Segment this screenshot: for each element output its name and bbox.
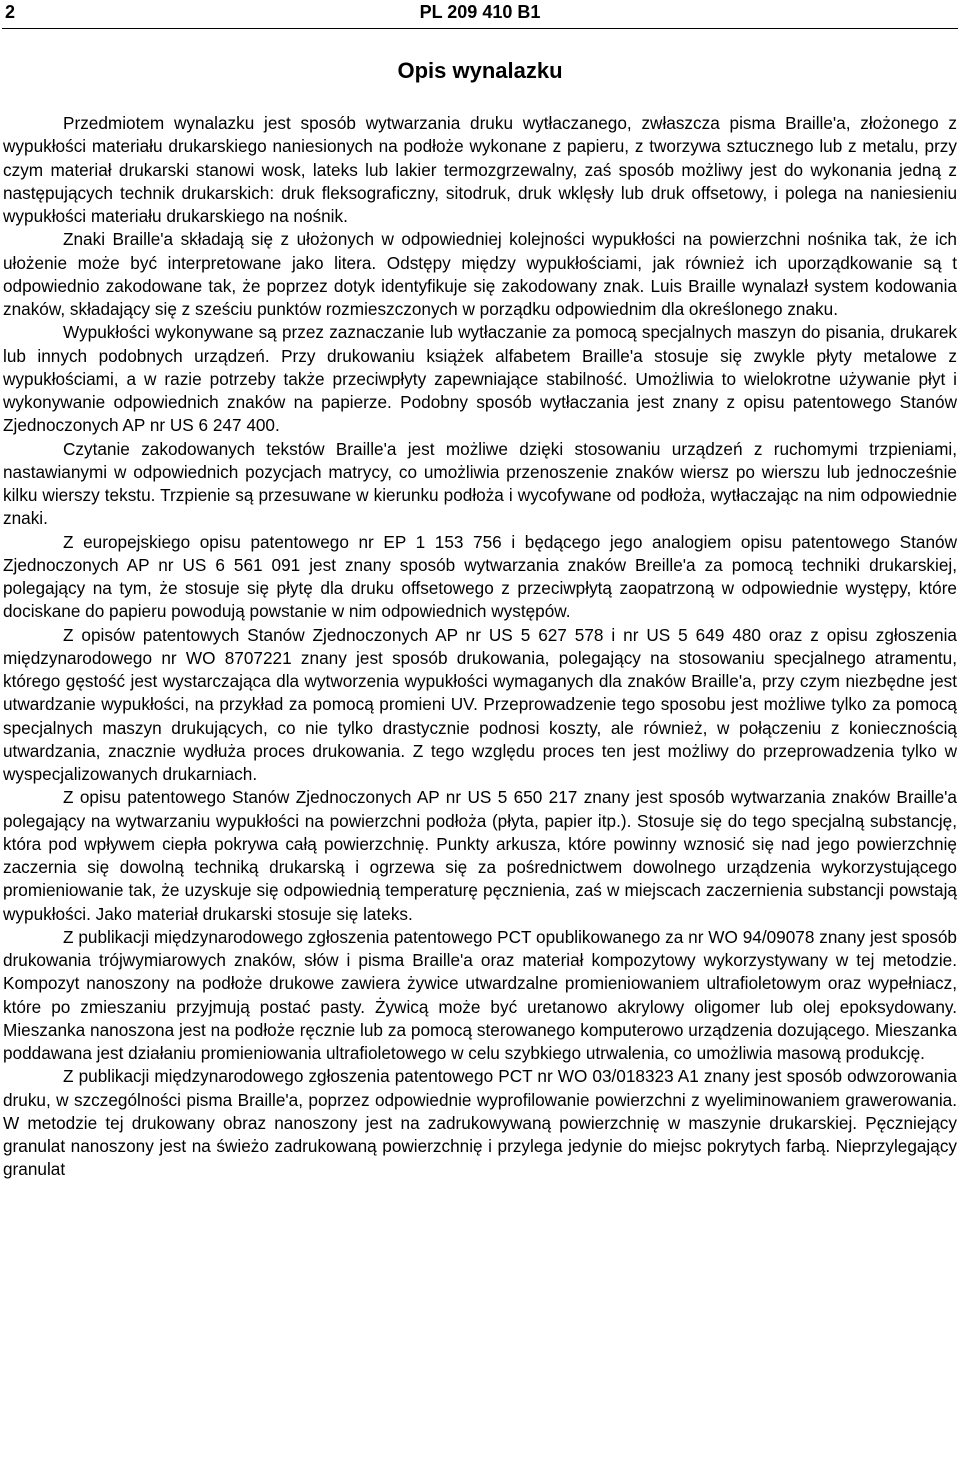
page-number: 2	[5, 2, 16, 22]
paragraph: Z opisu patentowego Stanów Zjednoczonych AP nr US 5 650 217 znany jest sposób wytwarzania znaków Braille'a polegający na wytwarzaniu wypukłości na powierzchni podłoża (płyta, papier itp.). Stosuje się do tego specjalną substancję, która pod wpływem ciepła pokrywa całą powierzchnię. Punkty arkusza, które powinny wznosić się nad jego powierzchnię zaczernia się dowolną techniką drukarską i ogrzewa się za pośrednictwem dowolnego urządzenia wykorzystującego promieniowanie tak, że uzyskuje się odpowiednią temperaturę pęcznienia, zaś w miejscach zaczernienia substancji powstają wypukłości. Jako materiał drukarski stosuje się lateks.	[3, 787, 957, 924]
paragraph: Z europejskiego opisu patentowego nr EP 1 153 756 i będącego jego analogiem opisu patentowego Stanów Zjednoczonych AP nr US 6 561 091 jest znany sposób wytwarzania znaków Breille'a za pomocą techniki drukarskiej, polegający na tym, że stosuje się płytę dla druku offsetowego z przeciwpłytą zaopatrzoną w odpowiednie występy, które dociskane do papieru powodują powstanie w nim odpowiednich występów.	[3, 531, 957, 622]
patent-number: PL 209 410 B1	[419, 2, 541, 22]
header-rule	[2, 28, 958, 29]
paragraph: Wypukłości wykonywane są przez zaznaczanie lub wytłaczanie za pomocą specjalnych maszyn do pisania, drukarek lub innych podobnych urządzeń. Przy drukowaniu książek alfabetem Braille'a stosuje się zwykle płyty metalowe z wypukłościami, a w razie potrzeby także przeciwpłyty zapewniające stabilność. Umożliwia to wielokrotne używanie płyt i wykonywanie odpowiednich znaków na papierze. Podobny sposób wytłaczania jest znany z opisu patentowego Stanów Zjednoczonych AP nr US 6 247 400.	[3, 322, 957, 436]
paragraph: Czytanie zakodowanych tekstów Braille'a jest możliwe dzięki stosowaniu urządzeń z ruchomymi trzpieniami, nastawianymi w odpowiednich pozycjach matrycy, co umożliwia przenoszenie znaków wiersz po wierszu lub jednocześnie kilku wierszy tekstu. Trzpienie są przesuwane w kierunku podłoża i wycofywane od podłoża, wytłaczając na nim odpowiednie znaki.	[3, 438, 957, 529]
paragraph: Przedmiotem wynalazku jest sposób wytwarzania druku wytłaczanego, zwłaszcza pisma Braille'a, złożonego z wypukłości materiału drukarskiego naniesionych na podłoże wykonane z papieru, z tworzywa sztucznego lub z metalu, przy czym materiał drukarski stanowi wosk, lateks lub lakier termozgrzewalny, zaś sposób możliwy jest do wykonania jedną z następujących technik drukarskich: druk fleksograficzny, sitodruk, druk wklęsły lub druk offsetowy, i polega na naniesieniu wypukłości materiału drukarskiego na nośnik.	[3, 113, 957, 226]
document-title: Opis wynalazku	[397, 58, 563, 83]
paragraph: Z publikacji międzynarodowego zgłoszenia patentowego PCT opublikowanego za nr WO 94/09078 znany jest sposób drukowania trójwymiarowych znaków, słów i pisma Braille'a oraz materiał kompozytowy wykorzystywany w tej metodzie. Kompozyt nanoszony na podłoże drukowe zawiera żywice utwardzalne promieniowaniem ultrafioletowym oraz wypełniacz, które po zmieszaniu przyjmują postać pasty. Żywicą może być uretanowo akrylowy oligomer lub olej epoksydowany. Mieszanka nanoszona jest na podłoże ręcznie lub za pomocą sterowanego komputerowo urządzenia dozującego. Mieszanka poddawana jest działaniu promieniowania ultrafioletowego w celu szybkiego utrwalenia, co umożliwia masową produkcję.	[3, 926, 957, 1063]
paragraph: Z publikacji międzynarodowego zgłoszenia patentowego PCT nr WO 03/018323 A1 znany jest sposób odwzorowania druku, w szczególności pisma Braille'a, poprzez odpowiednie wyprofilowanie powierzchni z wyeliminowaniem grawerowania. W metodzie tej drukowany obraz nanoszony jest na zadrukowywaną powierzchnię w maszynie drukarskiej. Pęczniejący granulat nanoszony jest na świeżo zadrukowaną powierzchnię i przylega jedynie do miejsc pokrytych farbą. Nieprzylegający granulat	[3, 1066, 957, 1180]
description-body	[3, 112, 957, 1182]
paragraph: Z opisów patentowych Stanów Zjednoczonych AP nr US 5 627 578 i nr US 5 649 480 oraz z opisu zgłoszenia międzynarodowego nr WO 8707221 znany jest sposób drukowania, polegający na stosowaniu specjalnego atramentu, którego gęstość jest wystarczająca dla wytworzenia wypukłości wymaganych dla znaków Braille'a, przy czym niezbędne jest utwardzanie wypukłości, na przykład za pomocą promieni UV. Przeprowadzenie tego sposobu jest możliwe tylko za pomocą specjalnych maszyn drukujących, co nie tylko drastycznie podnosi koszty, ale również, w połączeniu z koniecznością utwardzania, znacznie wydłuża proces drukowania. Z tego względu proces ten jest możliwy do przeprowadzenia tylko w wyspecjalizowanych drukarniach.	[3, 624, 957, 784]
paragraph: Znaki Braille'a składają się z ułożonych w odpowiedniej kolejności wypukłości na powierzchni nośnika tak, że ich ułożenie może być interpretowane jako litera. Odstępy między wypukłościami, jak również ich uporządkowanie są t odpowiednio zakodowane tak, że poprzez dotyk identyfikuje się zakodowany znak. Luis Braille wynalazł system kodowania znaków, składający się z sześciu punktów rozmieszczonych w porządku odpowiednim dla określonego znaku.	[3, 229, 957, 319]
page-header	[0, 0, 960, 26]
